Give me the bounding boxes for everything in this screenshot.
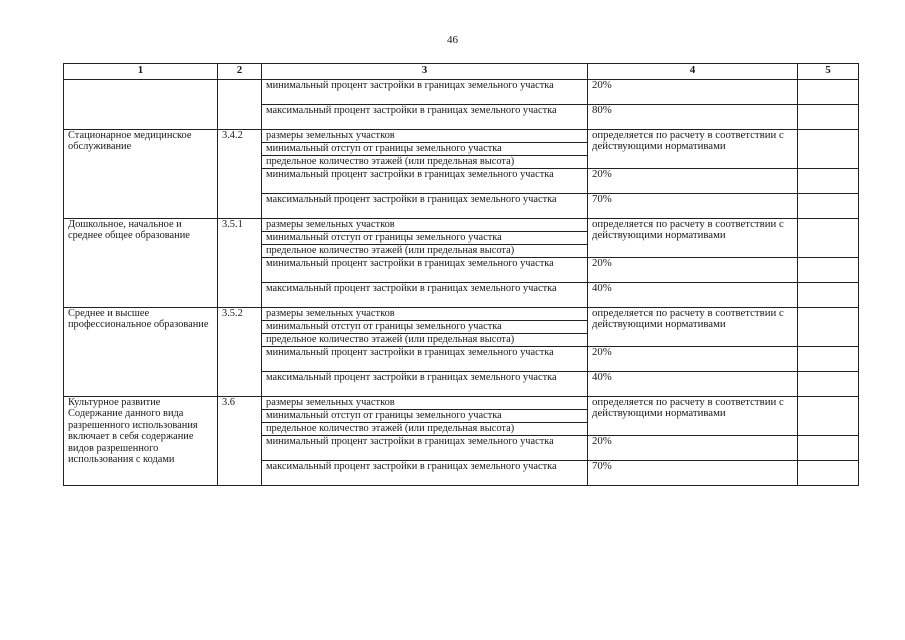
norm-text: определяется по расчету в соответствии с действующими нормативами xyxy=(588,130,798,169)
header-col-5: 5 xyxy=(798,64,859,80)
empty-cell xyxy=(798,219,859,258)
use-type-name: Дошкольное, начальное и среднее общее образование xyxy=(64,219,218,308)
param-label: минимальный отступ от границы земельного участка xyxy=(262,410,588,423)
empty-cell xyxy=(798,397,859,436)
header-col-2: 2 xyxy=(218,64,262,80)
empty-cell xyxy=(798,105,859,130)
param-label: минимальный процент застройки в границах земельного участка xyxy=(262,347,588,372)
use-type-cell xyxy=(64,80,218,130)
code-cell xyxy=(218,80,262,130)
param-label: минимальный процент застройки в границах земельного участка xyxy=(262,258,588,283)
table-row xyxy=(64,308,859,321)
use-type-code: 3.4.2 xyxy=(218,130,262,219)
table-row xyxy=(64,397,859,410)
empty-cell xyxy=(798,308,859,347)
param-label: минимальный процент застройки в границах земельного участка xyxy=(262,169,588,194)
page-number: 46 xyxy=(447,34,458,46)
empty-cell xyxy=(798,461,859,486)
param-label: размеры земельных участков xyxy=(262,219,588,232)
param-label: размеры земельных участков xyxy=(262,397,588,410)
empty-cell xyxy=(798,283,859,308)
param-value: 70% xyxy=(588,461,798,486)
param-label: предельное количество этажей (или предельная высота) xyxy=(262,334,588,347)
header-col-4: 4 xyxy=(588,64,798,80)
param-label: размеры земельных участков xyxy=(262,130,588,143)
norm-text: определяется по расчету в соответствии с действующими нормативами xyxy=(588,308,798,347)
param-label: размеры земельных участков xyxy=(262,308,588,321)
empty-cell xyxy=(798,347,859,372)
table-row xyxy=(64,80,859,105)
param-value: 20% xyxy=(588,169,798,194)
header-col-1: 1 xyxy=(64,64,218,80)
header-col-3: 3 xyxy=(262,64,588,80)
use-type-name: Культурное развитие Содержание данного вида разрешенного использования включает в себя содержание видов разрешенного использования с кодами xyxy=(64,397,218,486)
param-label: минимальный процент застройки в границах земельного участка xyxy=(262,436,588,461)
param-label: предельное количество этажей (или предельная высота) xyxy=(262,156,588,169)
norm-text: определяется по расчету в соответствии с действующими нормативами xyxy=(588,397,798,436)
param-label: минимальный отступ от границы земельного участка xyxy=(262,143,588,156)
empty-cell xyxy=(798,80,859,105)
use-type-code: 3.6 xyxy=(218,397,262,486)
use-type-code: 3.5.1 xyxy=(218,219,262,308)
param-label: предельное количество этажей (или предельная высота) xyxy=(262,423,588,436)
param-value: 80% xyxy=(588,105,798,130)
param-label: максимальный процент застройки в границах земельного участка xyxy=(262,194,588,219)
use-type-name: Стационарное медицинское обслуживание xyxy=(64,130,218,219)
param-value: 20% xyxy=(588,80,798,105)
param-label: максимальный процент застройки в границах земельного участка xyxy=(262,461,588,486)
empty-cell xyxy=(798,194,859,219)
empty-cell xyxy=(798,372,859,397)
param-label: минимальный отступ от границы земельного участка xyxy=(262,321,588,334)
param-value: 20% xyxy=(588,436,798,461)
empty-cell xyxy=(798,258,859,283)
use-type-code: 3.5.2 xyxy=(218,308,262,397)
param-label: минимальный отступ от границы земельного участка xyxy=(262,232,588,245)
empty-cell xyxy=(798,436,859,461)
regulations-table xyxy=(63,63,859,486)
param-value: 20% xyxy=(588,347,798,372)
param-value: 70% xyxy=(588,194,798,219)
empty-cell xyxy=(798,169,859,194)
param-value: 40% xyxy=(588,283,798,308)
table-row xyxy=(64,130,859,143)
param-label: максимальный процент застройки в границах земельного участка xyxy=(262,283,588,308)
param-label: максимальный процент застройки в границах земельного участка xyxy=(262,372,588,397)
header-row xyxy=(64,64,859,80)
param-label: минимальный процент застройки в границах земельного участка xyxy=(262,80,588,105)
table-row xyxy=(64,219,859,232)
empty-cell xyxy=(798,130,859,169)
param-value: 40% xyxy=(588,372,798,397)
param-label: предельное количество этажей (или предельная высота) xyxy=(262,245,588,258)
use-type-name: Среднее и высшее профессиональное образование xyxy=(64,308,218,397)
param-label: максимальный процент застройки в границах земельного участка xyxy=(262,105,588,130)
norm-text: определяется по расчету в соответствии с действующими нормативами xyxy=(588,219,798,258)
param-value: 20% xyxy=(588,258,798,283)
